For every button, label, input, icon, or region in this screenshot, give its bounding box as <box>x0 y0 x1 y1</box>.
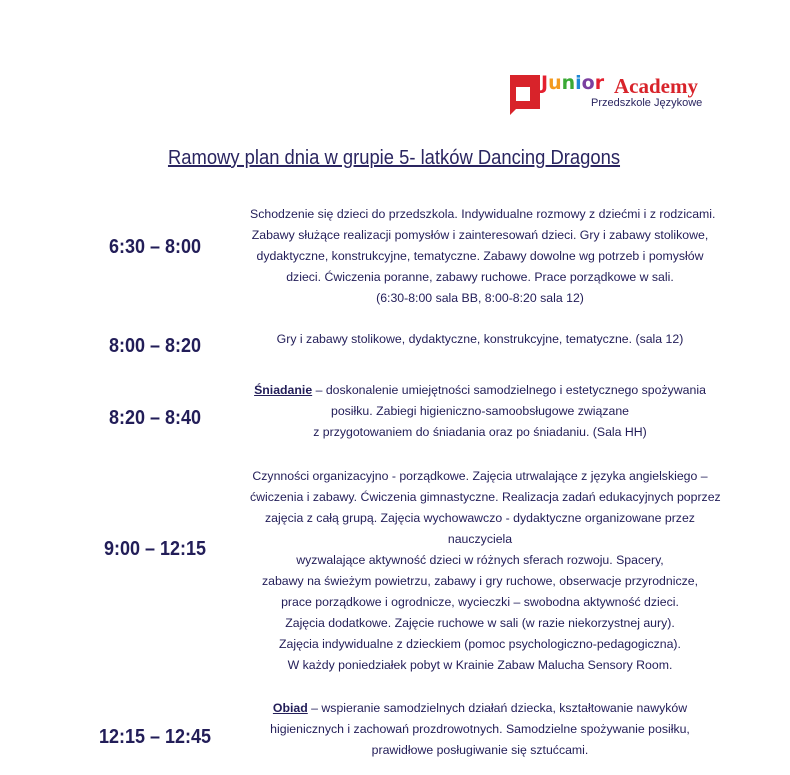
meal-heading: Obiad <box>272 701 308 715</box>
logo-brand-academy: Academy <box>614 74 698 98</box>
description-line: z przygotowaniem do śniadania oraz po śniadaniu. (Sala HH) <box>313 425 647 439</box>
description-line: Zajęcia indywidualne z dzieckiem (pomoc psychologiczno-pedagogiczna). <box>279 637 681 651</box>
description-line: posiłku. Zabiegi higieniczno-samoobsługowe związane <box>330 404 630 418</box>
schedule-time: 9:00 – 12:15 <box>103 538 207 560</box>
logo-mark-icon <box>508 73 542 117</box>
schedule-description <box>250 698 710 761</box>
description-line <box>250 698 710 719</box>
description-line: prace porządkowe i ogrodnicze, wycieczki – swobodna aktywność dzieci. <box>281 595 679 609</box>
description-line: Schodzenie się dzieci do przedszkola. Indywidualne rozmowy z dziećmi i z rodzicami. <box>250 207 716 221</box>
schedule-time: 6:30 – 8:00 <box>108 236 202 258</box>
schedule-description <box>250 204 716 309</box>
description-line: Zabawy służące realizacji pomysłów i zainteresowań dzieci. Gry i zabawy stolikowe, <box>251 228 709 242</box>
description-line: ćwiczenia i zabawy. Ćwiczenia gimnastyczne. Realizacja zadań edukacyjnych poprzez <box>250 490 721 504</box>
description-line: (6:30-8:00 sala BB, 8:00-8:20 sala 12) <box>376 291 584 305</box>
description-line: Czynności organizacyjno - porządkowe. Zajęcia utrwalające z języka angielskiego – <box>252 469 708 483</box>
description-line: nauczyciela <box>447 532 513 546</box>
description-line: dydaktyczne, konstrukcyjne, tematyczne. Zabawy dowolne wg potrzeb i pomysłów <box>256 249 704 263</box>
junior-academy-logo <box>508 70 723 128</box>
schedule-time: 8:20 – 8:40 <box>108 407 202 429</box>
meal-heading: Śniadanie <box>254 383 313 397</box>
meal-heading-rest: – doskonalenie umiejętności samodzielnego i estetycznego spożywania <box>312 383 706 397</box>
description-line: dzieci. Ćwiczenia poranne, zabawy ruchowe. Prace porządkowe w sali. <box>286 270 674 284</box>
description-line: higienicznych i zachowań prozdrowotnych. Samodzielne spożywanie posiłku, <box>270 722 690 736</box>
description-line: Zajęcia dodatkowe. Zajęcie ruchowe w sali (w razie niekorzystnej aury). <box>285 616 675 630</box>
description-line: zajęcia z całą grupą. Zajęcia wychowawczo - dydaktyczne organizowane przez <box>265 511 695 525</box>
description-line <box>250 380 710 401</box>
meal-heading-rest: – wspieranie samodzielnych działań dziecka, kształtowanie nawyków <box>307 701 688 715</box>
logo-subtitle: Przedszkole Językowe <box>591 97 703 109</box>
description-line: zabawy na świeżym powietrzu, zabawy i gry ruchowe, obserwacje przyrodnicze, <box>261 574 699 588</box>
schedule-time: 12:15 – 12:45 <box>98 726 212 748</box>
schedule-description <box>250 380 710 443</box>
page-title: Ramowy plan dnia w grupie 5- latków Dancing Dragons <box>167 147 621 169</box>
schedule-description <box>250 329 710 350</box>
logo-brand-junior: Junior <box>541 72 605 94</box>
schedule-description <box>250 466 721 676</box>
description-line: Gry i zabawy stolikowe, dydaktyczne, konstrukcyjne, tematyczne. (sala 12) <box>276 332 684 346</box>
description-line: prawidłowe posługiwanie się sztućcami. <box>371 743 589 757</box>
description-line: W każdy poniedziałek pobyt w Krainie Zabaw Malucha Sensory Room. <box>287 658 673 672</box>
schedule-time: 8:00 – 8:20 <box>108 335 202 357</box>
description-line: wyzwalające aktywność dzieci w różnych sferach rozwoju. Spacery, <box>296 553 664 567</box>
